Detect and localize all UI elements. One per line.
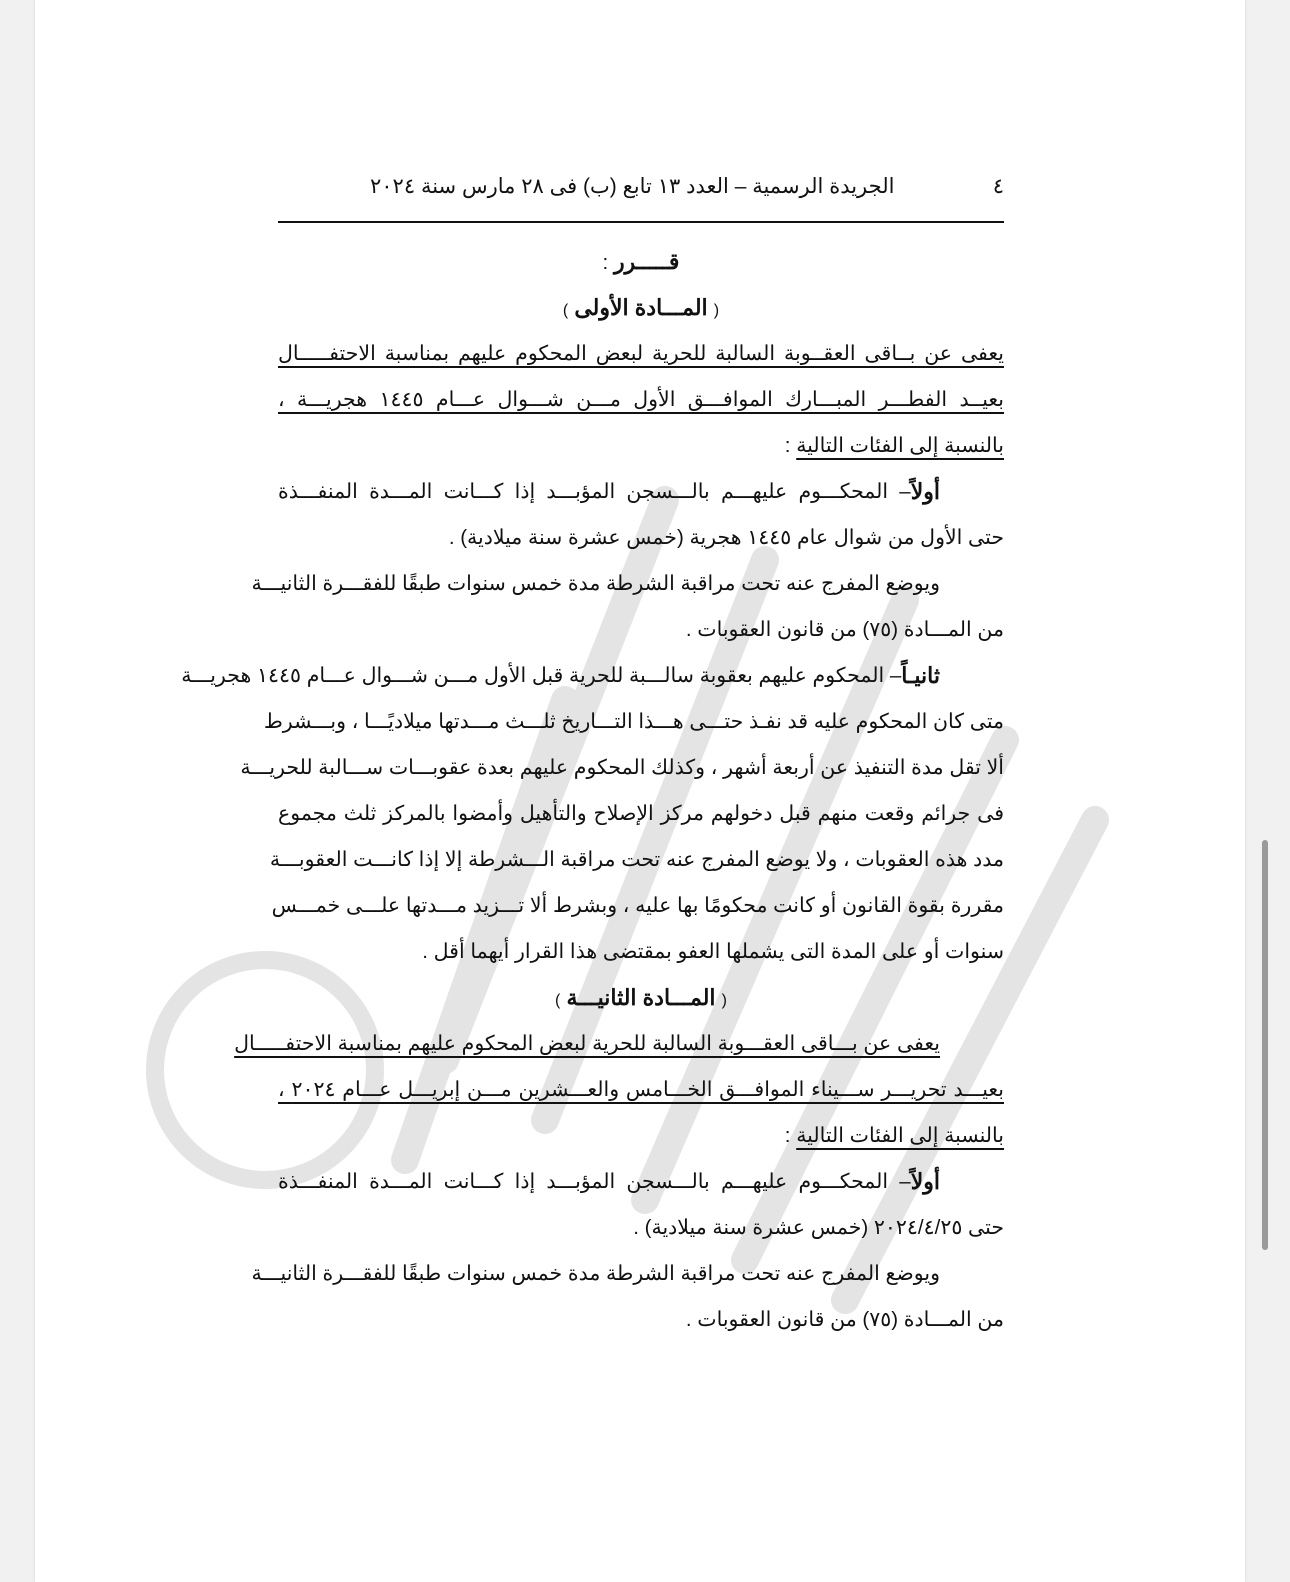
article-1-line-1: يعفى عن بــاقى العقــوبة السالبة للحرية لبعض المحكوم عليهم بمناسبة الاحتفـــــال [278,342,1004,365]
article-2-line-2: بعيـــد تحريـــر ســـيناء الموافـــق الخـــامس والعـــشرين مـــن إبريـــل عـــام ٢٠٢٤ ، [278,1078,1005,1101]
page-header [278,174,1004,204]
article-1-title: ( المـــادة الأولى ) [562,295,720,320]
article-2-first-line-3: ويوضع المفرج عنه تحت مراقبة الشرطة مدة خمس سنوات طبقًا للفقـــرة الثانيـــة [251,1262,940,1285]
article-1-first-line-2: حتى الأول من شوال عام ١٤٤٥ هجرية (خمس عشرة سنة ميلادية) . [448,526,1004,549]
article-2-line-1: يعفى عن بـــاقى العقـــوبة السالبة للحرية لبعض المحكوم عليهم بمناسبة الاحتفـــــال [234,1032,940,1055]
header-divider [278,221,1004,223]
document-body [181,239,1005,1343]
article-1-second-line-5: مدد هذه العقوبات ، ولا يوضع المفرج عنه تحت مراقبة الـــشرطة إلا إذا كانـــت العقوبـــة [269,848,1004,871]
article-1-first-line-4: من المـــادة (٧٥) من قانون العقوبات . [685,618,1004,641]
article-1-first-line-1: أولاً – المحكـــوم عليهـــم بالـــسجن المؤبـــد إذا كـــانت المـــدة المنفـــذة [278,479,940,504]
article-1-second-line-1: ثانيـاً – المحكوم عليهم بعقوبة سالـــبة للحرية قبل الأول مـــن شـــوال عـــام ١٤٤٥ هجريـــة [181,663,940,688]
article-1-second-line-7: سنوات أو على المدة التى يشملها العفو بمقتضى هذا القرار أيهما أقل . [422,940,1004,963]
decision-heading: قـــــرر : [602,249,680,274]
article-2-first-line-2: حتى ٢٠٢٤/٤/٢٥ (خمس عشرة سنة ميلادية) . [633,1216,1004,1239]
article-1-second-line-4: فى جرائم وقعت منهم قبل دخولهم مركز الإصلاح والتأهيل وأمضوا بالمركز ثلث مجموع [278,802,1004,825]
gazette-title: الجريدة الرسمية – العدد ١٣ تابع (ب) فى ٢٨ مارس سنة ٢٠٢٤ [370,175,895,198]
article-1-second-line-2: متى كان المحكوم عليه قد نفـذ حتـــى هـــذا التـــاريخ ثلـــث مـــدتها ميلاديًـــا ، وبـــشرط [263,710,1004,733]
article-1-second-line-3: ألا تقل مدة التنفيذ عن أربعة أشهر ، وكذلك المحكوم عليهم بعدة عقوبـــات ســـالبة للحريـــة [240,756,1004,779]
article-2-line-3: بالنسبة إلى الفئات التالية : [784,1124,1004,1147]
vertical-scrollbar[interactable] [1262,840,1268,1250]
article-1-line-2: بعيــد الفطـــر المبـــارك الموافـــق الأول مـــن شـــوال عـــام ١٤٤٥ هجريـــة ، [278,388,1004,411]
article-1-second-line-6: مقررة بقوة القانون أو كانت محكومًا بها عليه ، وبشرط ألا تـــزيد مـــدتها علـــى خمـــس [271,894,1004,917]
article-2-title: ( المـــادة الثانيـــة ) [555,985,727,1010]
article-1-line-3: بالنسبة إلى الفئات التالية : [784,434,1004,457]
article-2-first-line-4: من المـــادة (٧٥) من قانون العقوبات . [685,1308,1004,1331]
article-1-first-line-3: ويوضع المفرج عنه تحت مراقبة الشرطة مدة خمس سنوات طبقًا للفقـــرة الثانيـــة [251,572,940,595]
page-number: ٤ [992,175,1004,198]
article-2-first-line-1: أولاً – المحكـــوم عليهـــم بالـــسجن المؤبـــد إذا كـــانت المـــدة المنفـــذة [278,1169,940,1194]
